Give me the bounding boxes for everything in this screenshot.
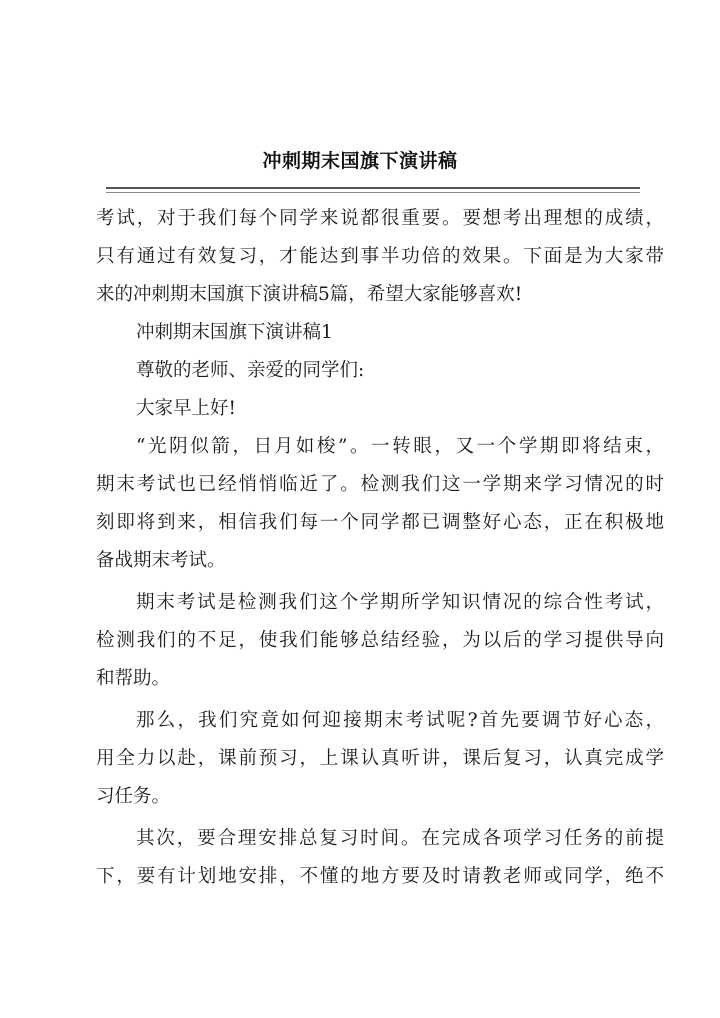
text-line: 来的冲刺期末国旗下演讲稿5篇，希望大家能够喜欢! [96, 284, 523, 305]
text-line: 下，要有计划地安排，不懂的地方要及时请教老师或同学，绝不 [96, 866, 664, 887]
text-line: 期末考试是检测我们这个学期所学知识情况的综合性考试， [136, 592, 664, 613]
text-line: 检测我们的不足，使我们能够总结经验，为以后的学习提供导向 [96, 630, 664, 651]
greeting: 大家早上好! [136, 398, 236, 419]
title-divider-thick [106, 187, 640, 189]
salutation: 尊敬的老师、亲爱的同学们: [136, 360, 365, 381]
title-divider-thin [106, 192, 640, 193]
text-line: 习任务。 [96, 786, 171, 807]
text-line: 那么，我们究竟如何迎接期末考试呢?首先要调节好心态， [136, 710, 664, 731]
text-line: “光阴似箭，日月如梭”。一转眼，又一个学期即将结束， [136, 436, 664, 457]
text-line: 只有通过有效复习，才能达到事半功倍的效果。下面是为大家带 [96, 246, 664, 267]
text-line: 和帮助。 [96, 668, 171, 689]
text-line: 其次，要合理安排总复习时间。在完成各项学习任务的前提 [136, 828, 664, 849]
text-line: 期末考试也已经悄悄临近了。检测我们这一学期来学习情况的时 [96, 474, 664, 495]
text-line: 刻即将到来，相信我们每一个同学都已调整好心态，正在积极地 [96, 512, 664, 533]
text-line: 考试，对于我们每个同学来说都很重要。要想考出理想的成绩， [96, 208, 664, 229]
section-heading: 冲刺期末国旗下演讲稿1 [136, 322, 333, 343]
text-line: 用全力以赴，课前预习，上课认真听讲，课后复习，认真完成学 [96, 748, 664, 769]
text-line: 备战期末考试。 [96, 550, 226, 571]
document-title: 冲刺期末国旗下演讲稿 [262, 150, 458, 172]
document-body [96, 200, 664, 896]
